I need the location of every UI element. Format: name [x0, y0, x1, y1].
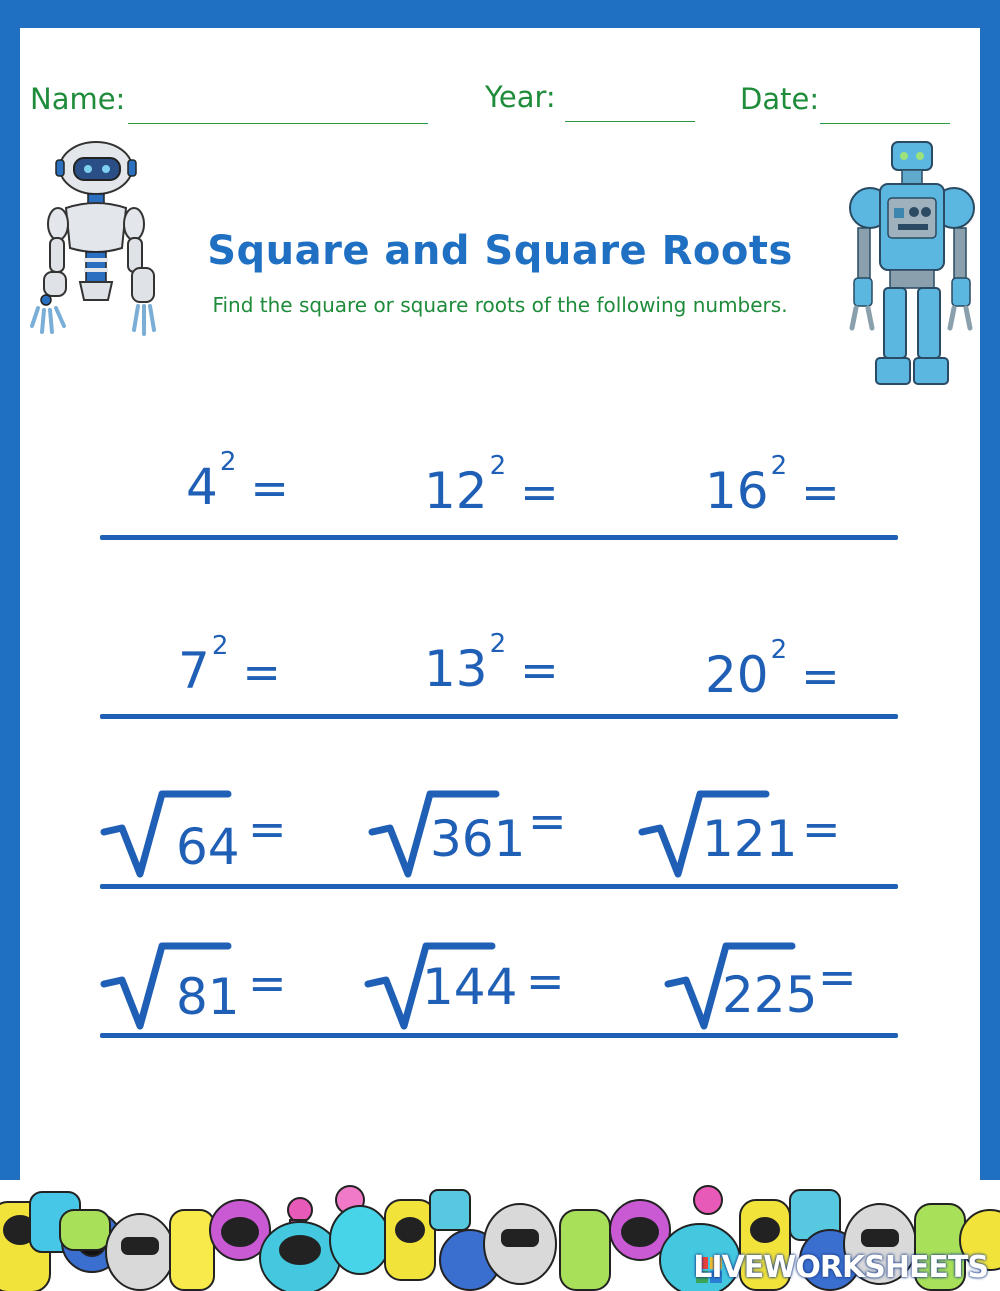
radicand: 225: [722, 966, 818, 1024]
square-base: 4: [186, 458, 218, 516]
equals-sign: =: [242, 645, 281, 699]
worksheet-title: Square and Square Roots: [207, 228, 793, 274]
radicand: 361: [430, 810, 526, 868]
square-exponent: 2: [770, 635, 788, 665]
date-field[interactable]: [820, 123, 950, 124]
year-field[interactable]: [565, 121, 695, 122]
equals-sign: =: [520, 643, 559, 697]
radicand: 64: [176, 818, 240, 876]
square-problem: [705, 635, 840, 704]
robot-gray-icon: [30, 140, 160, 345]
root-problem: [100, 940, 300, 1040]
name-label: Name:: [30, 82, 126, 116]
square-problem: [424, 451, 559, 520]
answer-line[interactable]: [100, 535, 898, 540]
radicand: 144: [422, 958, 518, 1016]
name-field[interactable]: [128, 123, 428, 124]
square-problem: [178, 631, 281, 700]
instructions-text: Find the square or square roots of the following numbers.: [212, 293, 788, 317]
square-base: 20: [705, 646, 769, 704]
square-base: 7: [178, 642, 210, 700]
equals-sign: =: [250, 461, 289, 515]
equals-sign: =: [802, 802, 841, 856]
square-base: 13: [424, 640, 488, 698]
answer-line[interactable]: [100, 884, 898, 889]
square-base: 16: [705, 462, 769, 520]
root-problem: [100, 788, 300, 888]
square-exponent: 2: [219, 447, 237, 477]
square-problem: [705, 451, 840, 520]
root-problem: [638, 788, 848, 888]
year-label: Year:: [485, 80, 556, 114]
equals-sign: =: [528, 794, 567, 848]
equals-sign: =: [801, 649, 840, 703]
equals-sign: =: [248, 802, 287, 856]
square-exponent: 2: [770, 451, 788, 481]
equals-sign: =: [526, 954, 565, 1008]
square-exponent: 2: [489, 451, 507, 481]
equals-sign: =: [248, 956, 287, 1010]
square-exponent: 2: [211, 631, 229, 661]
equals-sign: =: [818, 950, 857, 1004]
equals-sign: =: [520, 465, 559, 519]
radicand: 81: [176, 968, 240, 1026]
watermark-text: LIVEWORKSHEETS: [693, 1250, 988, 1285]
answer-line[interactable]: [100, 1033, 898, 1038]
robot-blue-icon: [848, 138, 976, 390]
square-exponent: 2: [489, 629, 507, 659]
root-problem: [664, 940, 874, 1040]
answer-line[interactable]: [100, 714, 898, 719]
square-base: 12: [424, 462, 488, 520]
date-label: Date:: [740, 82, 820, 116]
square-problem: [186, 447, 289, 516]
square-problem: [424, 629, 559, 698]
radicand: 121: [702, 810, 798, 868]
root-problem: [368, 788, 568, 888]
equals-sign: =: [801, 465, 840, 519]
root-problem: [364, 940, 574, 1040]
